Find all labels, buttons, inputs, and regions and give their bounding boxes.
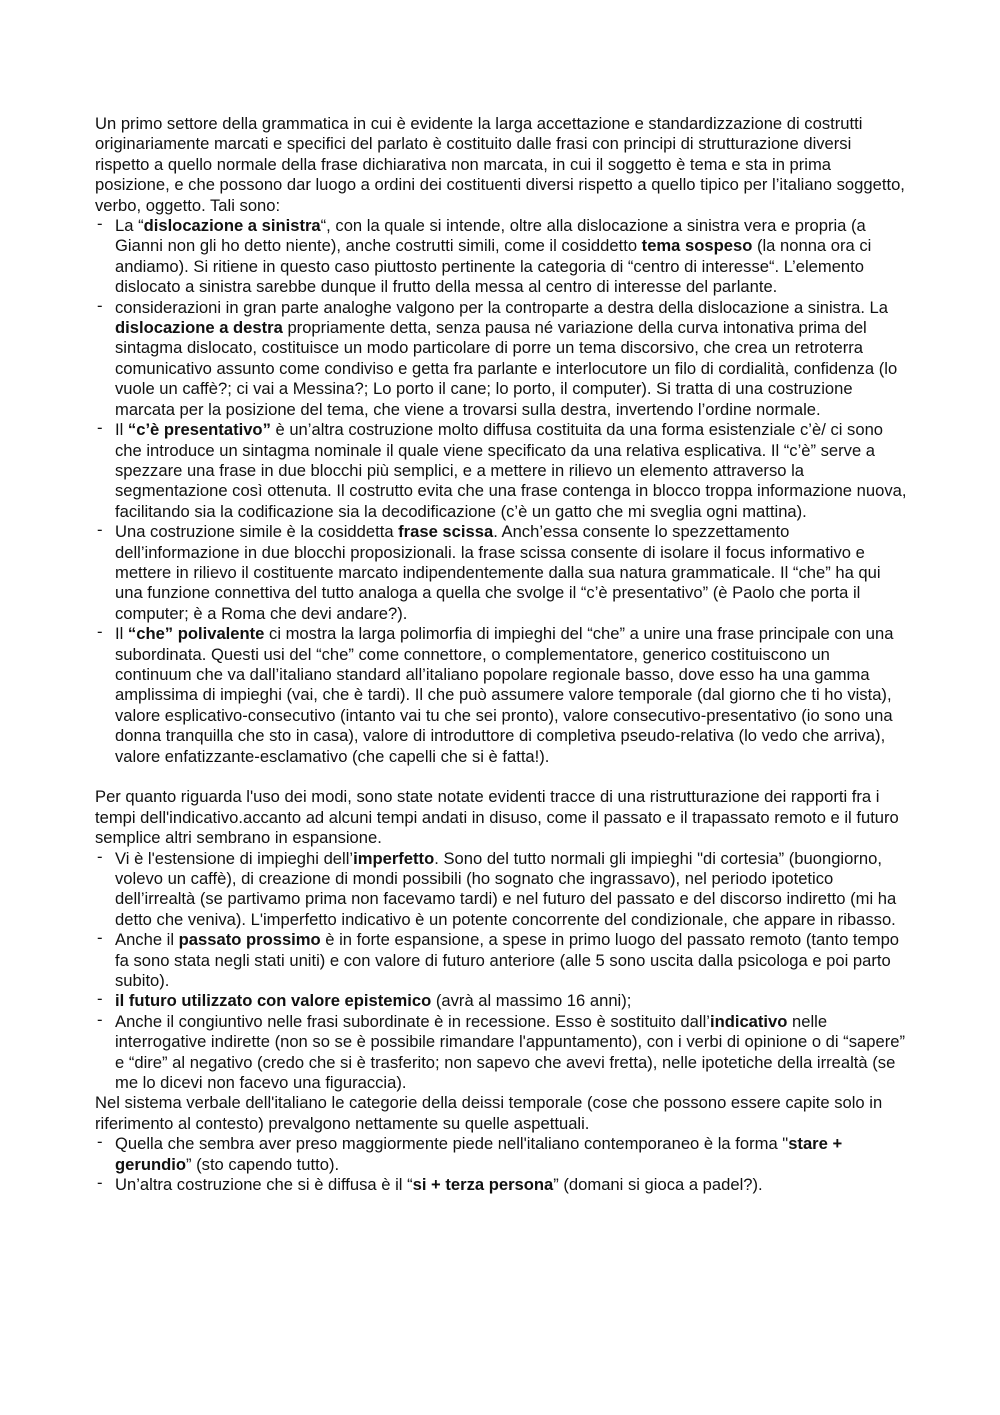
tense-list bbox=[95, 849, 910, 1094]
list-item-congiuntivo bbox=[95, 1012, 910, 1094]
text-run: ” (domani si gioca a padel?). bbox=[553, 1175, 763, 1195]
bold-term: imperfetto bbox=[353, 848, 435, 868]
text-run: Un’altra costruzione che si è diffusa è il “ bbox=[115, 1175, 413, 1195]
text-run: propriamente detta, senza pausa né variazione della curva intonativa prima del sintagma dislocato, costituisce un modo particolare di porre un tema discorsivo, che crea un retroterra comunicativo assunto come condiviso e getta fra parlante e interlocutore un filo di cordialità, confidenza (lo vuole un caffè?; ci vai a Messina?; Lo porto il cane; lo porto, il computer). Si tratta di una costruzione marcata per la posizione del tema, che viene a trovarsi sulla destra, invertendo l’ordine normale. bbox=[115, 318, 898, 419]
bold-term: “c’è presentativo” bbox=[127, 420, 271, 440]
text-run: è in forte espansione, a spese in primo luogo del passato remoto (tanto tempo fa sono stata negli stati uniti) e con valore di futuro anteriore (alle 5 sono uscita dalla psicologa e poi parto subito). bbox=[115, 930, 900, 991]
text-run: La “ bbox=[115, 216, 144, 236]
text-run: Il bbox=[115, 624, 128, 644]
bold-term: tema sospeso bbox=[641, 236, 753, 256]
text-run: considerazioni in gran parte analoghe valgono per la controparte a destra della dislocazione a sinistra. La bbox=[115, 297, 889, 317]
text-run: nelle interrogative indirette (non so se è possibile rimandare l'appuntamento), con i verbi di opinione o di “sapere” e “dire” al negativo (credo che si è trasferito; non sapevo che avevi fretta), nelle ipotetiche della irrealtà (se me lo dicevi non facevo una figuraccia). bbox=[115, 1011, 905, 1093]
list-item-stare-gerundio bbox=[95, 1134, 910, 1175]
bold-term: indicativo bbox=[709, 1011, 788, 1031]
text-run: è un’altra costruzione molto diffusa costituita da una forma esistenziale c’è/ ci sono che introduce un sintagma nominale il quale viene specificato da una relativa esplicativa. Il “c’è” serve a spezzare una frase in due blocchi più semplici, e a mettere in rilievo un elemento attraverso la segmentazione così ottenuta. Il costrutto evita che una frase contenga in blocco troppa informazione nuova, facilitando sia la codificazione sia la decodificazione (c’è un gatto che mi sveglia ogni mattina). bbox=[115, 420, 907, 521]
text-run: Il bbox=[115, 420, 128, 440]
bold-term: si + terza persona bbox=[412, 1175, 554, 1195]
list-item-si-terza-persona bbox=[95, 1175, 910, 1195]
text-run: “, con la quale si intende, oltre alla dislocazione a sinistra vera e propria (a Gianni non gli ho detto niente), anche costrutti simili, come il cosiddetto bbox=[115, 216, 866, 256]
list-item-dislocazione-destra bbox=[95, 298, 910, 420]
bold-term: frase scissa bbox=[398, 522, 494, 542]
text-run: . Sono del tutto normali gli impieghi "di cortesia” (buongiorno, volevo un caffè), di creazione di mondi possibili (ho sognato che ingrassavo), nel periodo ipotetico dell’irrealtà (se partivamo prima non facevamo tardi) e nel futuro del passato e del discorso indiretto (mi ha detto che veniva). L'imperfetto indicativo è un potente concorrente del condizionale, che appare in ribasso. bbox=[115, 848, 897, 929]
bold-term: dislocazione a destra bbox=[115, 318, 283, 338]
text-run: Quella che sembra aver preso maggiormente piede nell'italiano contemporaneo è la forma " bbox=[115, 1134, 789, 1154]
text-run: Anche il congiuntivo nelle frasi subordinate è in recessione. Esso è sostituito dall’ bbox=[115, 1011, 710, 1031]
text-run: (avrà al massimo 16 anni); bbox=[431, 991, 632, 1011]
construction-list bbox=[95, 216, 910, 767]
bold-term: il futuro utilizzato con valore epistemico bbox=[115, 991, 432, 1011]
list-item-imperfetto bbox=[95, 849, 910, 931]
text-run: Vi è l'estensione di impieghi dell’ bbox=[115, 848, 354, 868]
aspect-list bbox=[95, 1134, 910, 1195]
modi-paragraph: Per quanto riguarda l'uso dei modi, sono state notate evidenti tracce di una ristrutturazione dei rapporti fra i tempi dell'indicativo.accanto ad alcuni tempi andati in disuso, come il passato e il trapassato remoto e il futuro semplice altri sembrano in espansione. bbox=[95, 787, 899, 848]
list-item-passato-prossimo bbox=[95, 930, 910, 991]
text-run: Anche il bbox=[115, 930, 179, 950]
list-item-futuro-epistemico bbox=[95, 991, 910, 1011]
text-run: . Anch’essa consente lo spezzettamento dell’informazione in due blocchi proposizionali. la frase scissa consente di isolare il focus informativo e mettere in rilievo il costituente marcato indipendentemente dalla sua natura grammaticale. Il “che” ha qui una funzione connettiva del tutto analoga a quella che svolge il “c’è presentativo” (è Paolo che porta il computer; è a Roma che devi andare?). bbox=[115, 522, 881, 623]
list-item-frase-scissa bbox=[95, 522, 910, 624]
text-run: (la nonna ora ci andiamo). Si ritiene in questo caso piuttosto pertinente la categoria di “centro di interesse“. L’elemento dislocato a sinistra sarebbe dunque il frutto della messa al centro di interesse del parlante. bbox=[115, 236, 872, 297]
bold-term: “che” polivalente bbox=[127, 624, 265, 644]
list-item-dislocazione-sinistra bbox=[95, 216, 910, 298]
text-run: Una costruzione simile è la cosiddetta bbox=[115, 522, 399, 542]
bold-term: stare + gerundio bbox=[115, 1134, 843, 1174]
text-run: ci mostra la larga polimorfia di impieghi del “che” a unire una frase principale con una subordinata. Questi usi del “che” come connettore, o complementatore, generico costituiscono un continuum che va dall’italiano standard all’italiano popolare regionale basso, dove esso ha una gamma amplissima di impieghi (vai, che è tardi). Il che può assumere valore temporale (dal giorno che ti ho vista), valore esplicativo-consecutivo (intanto vai tu che sei pronto), valore consecutivo-presentativo (io sono una donna tranquilla che sto in casa), valore di introduttore di completiva pseudo-relativa (lo vedo che arriva), valore enfatizzante-esclamativo (che capelli che si è fatta!). bbox=[115, 624, 894, 766]
verbale-paragraph: Nel sistema verbale dell'italiano le categorie della deissi temporale (cose che possono essere capite solo in riferimento al contesto) prevalgono nettamente su quelle aspettuali. bbox=[95, 1093, 883, 1133]
intro-paragraph: Un primo settore della grammatica in cui è evidente la larga accettazione e standardizzazione di costrutti originariamente marcati e specifici del parlato è costituito dalle frasi con principi di strutturazione diversi rispetto a quello normale della frase dichiarativa non marcata, in cui il soggetto è tema e sta in prima posizione, e che possono dar luogo a ordini dei costituenti diversi rispetto a quello tipico per l’italiano soggetto, verbo, oggetto. Tali sono: bbox=[95, 114, 905, 215]
list-item-che-polivalente bbox=[95, 624, 910, 767]
bold-term: passato prossimo bbox=[178, 930, 321, 950]
document-page bbox=[95, 114, 910, 1196]
list-item-ce-presentativo bbox=[95, 420, 910, 522]
text-run: ” (sto capendo tutto). bbox=[185, 1154, 340, 1174]
bold-term: dislocazione a sinistra bbox=[143, 216, 321, 236]
